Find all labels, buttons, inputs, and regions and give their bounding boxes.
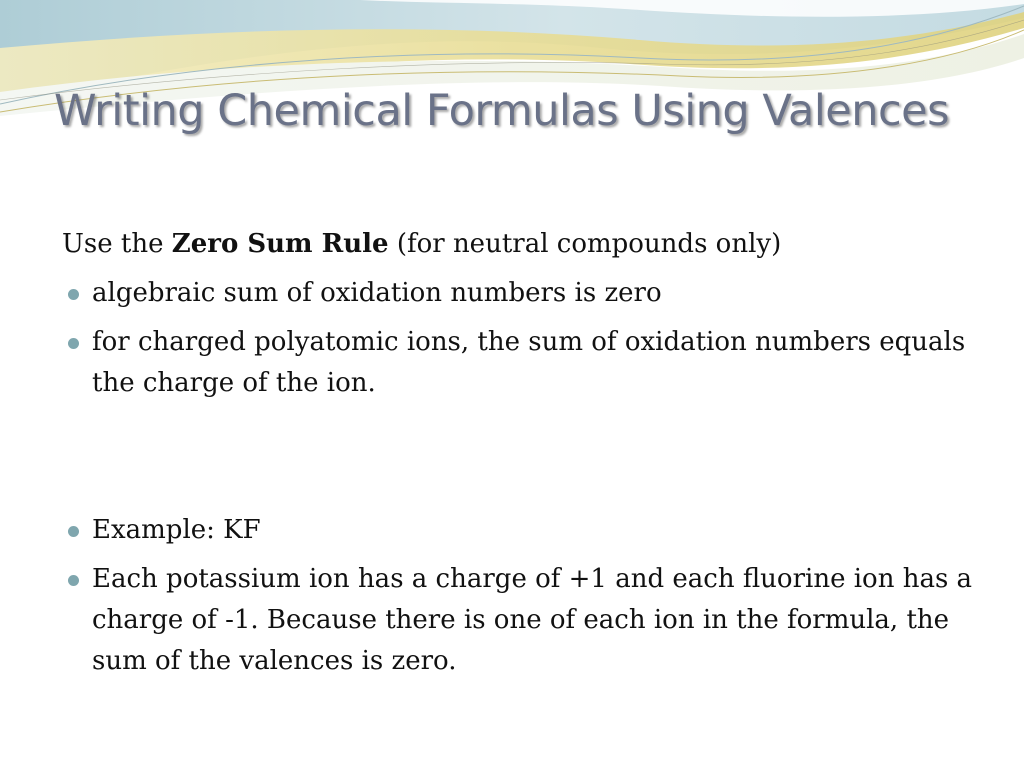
intro-line	[62, 224, 982, 265]
bullet-text: Each potassium ion has a charge of +1 and each fluorine ion has a charge of -1. Because there is one of each ion in the formula, the sum of the valences is zero.	[92, 564, 973, 676]
bullet-text: Example: KF	[92, 515, 261, 545]
slide-body	[62, 224, 982, 690]
list-item	[62, 559, 982, 682]
blank-gap	[62, 412, 982, 510]
bullet-icon	[68, 575, 79, 586]
list-item	[62, 273, 982, 314]
bullet-icon	[68, 338, 79, 349]
list-item	[62, 322, 982, 404]
bullet-icon	[68, 289, 79, 300]
bullet-text: for charged polyatomic ions, the sum of oxidation numbers equals the charge of the ion.	[92, 327, 966, 398]
slide-title: Writing Chemical Formulas Using Valences	[54, 86, 949, 136]
bullet-icon	[68, 526, 79, 537]
bullet-list-example	[62, 510, 982, 682]
zero-sum-rule-term: Zero Sum Rule	[171, 229, 389, 259]
bullet-text: algebraic sum of oxidation numbers is zero	[92, 278, 662, 308]
intro-suffix: (for neutral compounds only)	[388, 229, 782, 259]
intro-prefix: Use the	[62, 229, 172, 259]
list-item	[62, 510, 982, 551]
bullet-list-rules	[62, 273, 982, 404]
